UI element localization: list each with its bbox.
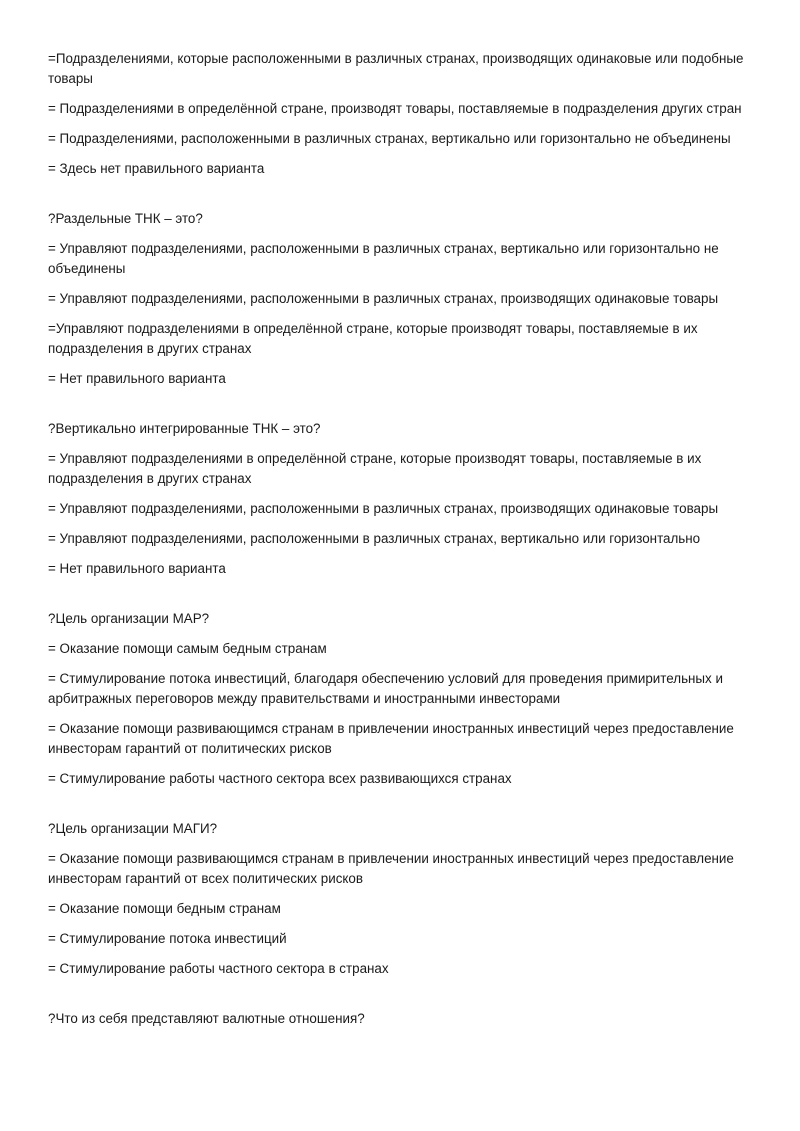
answer-option: = Управляют подразделениями, расположенными в различных странах, вертикально или горизонтально <box>48 531 701 546</box>
question-block <box>48 419 760 579</box>
answer-option: = Подразделениями в определённой стране, производят товары, поставляемые в подразделения других стран <box>48 101 742 116</box>
question-block <box>48 1009 760 1029</box>
answer-option: = Управляют подразделениями, расположенными в различных странах, производящих одинаковые товары <box>48 291 719 306</box>
answer-option: = Подразделениями, расположенными в различных странах, вертикально или горизонтально не объединены <box>48 131 731 146</box>
answer-option: = Стимулирование работы частного сектора в странах <box>48 961 389 976</box>
answer-option: =Подразделениями, которые расположенными в различных странах, производящих одинаковые или подобные товары <box>48 51 744 86</box>
answer-option: = Оказание помощи развивающимся странам в привлечении иностранных инвестиций через предоставление инвесторам гарантий от политических рисков <box>48 721 734 756</box>
question-block <box>48 609 760 789</box>
question-block <box>48 819 760 979</box>
answer-option: = Здесь нет правильного варианта <box>48 161 265 176</box>
answer-option: = Стимулирование потока инвестиций, благодаря обеспечению условий для проведения примирительных и арбитражных переговоров между правительствами и иностранными инвесторами <box>48 671 723 706</box>
question-text: ?Цель организации МАГИ? <box>48 821 218 836</box>
question-block <box>48 49 760 179</box>
question-text: ?Цель организации МАР? <box>48 611 210 626</box>
answer-option: = Управляют подразделениями, расположенными в различных странах, производящих одинаковые товары <box>48 501 719 516</box>
answer-option: = Стимулирование работы частного сектора всех развивающихся странах <box>48 771 512 786</box>
answer-option: = Стимулирование потока инвестиций <box>48 931 287 946</box>
question-text: ?Что из себя представляют валютные отношения? <box>48 1011 365 1026</box>
answer-option: = Управляют подразделениями, расположенными в различных странах, вертикально или горизонтально не объединены <box>48 241 719 276</box>
answer-option: = Оказание помощи бедным странам <box>48 901 281 916</box>
question-block <box>48 209 760 389</box>
answer-option: = Оказание помощи развивающимся странам в привлечении иностранных инвестиций через предоставление инвесторам гарантий от всех политических рисков <box>48 851 734 886</box>
question-text: ?Раздельные ТНК – это? <box>48 211 203 226</box>
answer-option: = Нет правильного варианта <box>48 371 226 386</box>
answer-option: =Управляют подразделениями в определённой стране, которые производят товары, поставляемые в их подразделения в других странах <box>48 321 698 356</box>
answer-option: = Управляют подразделениями в определённой стране, которые производят товары, поставляемые в их подразделения в других странах <box>48 451 702 486</box>
answer-option: = Нет правильного варианта <box>48 561 226 576</box>
answer-option: = Оказание помощи самым бедным странам <box>48 641 327 656</box>
question-text: ?Вертикально интегрированные ТНК – это? <box>48 421 321 436</box>
